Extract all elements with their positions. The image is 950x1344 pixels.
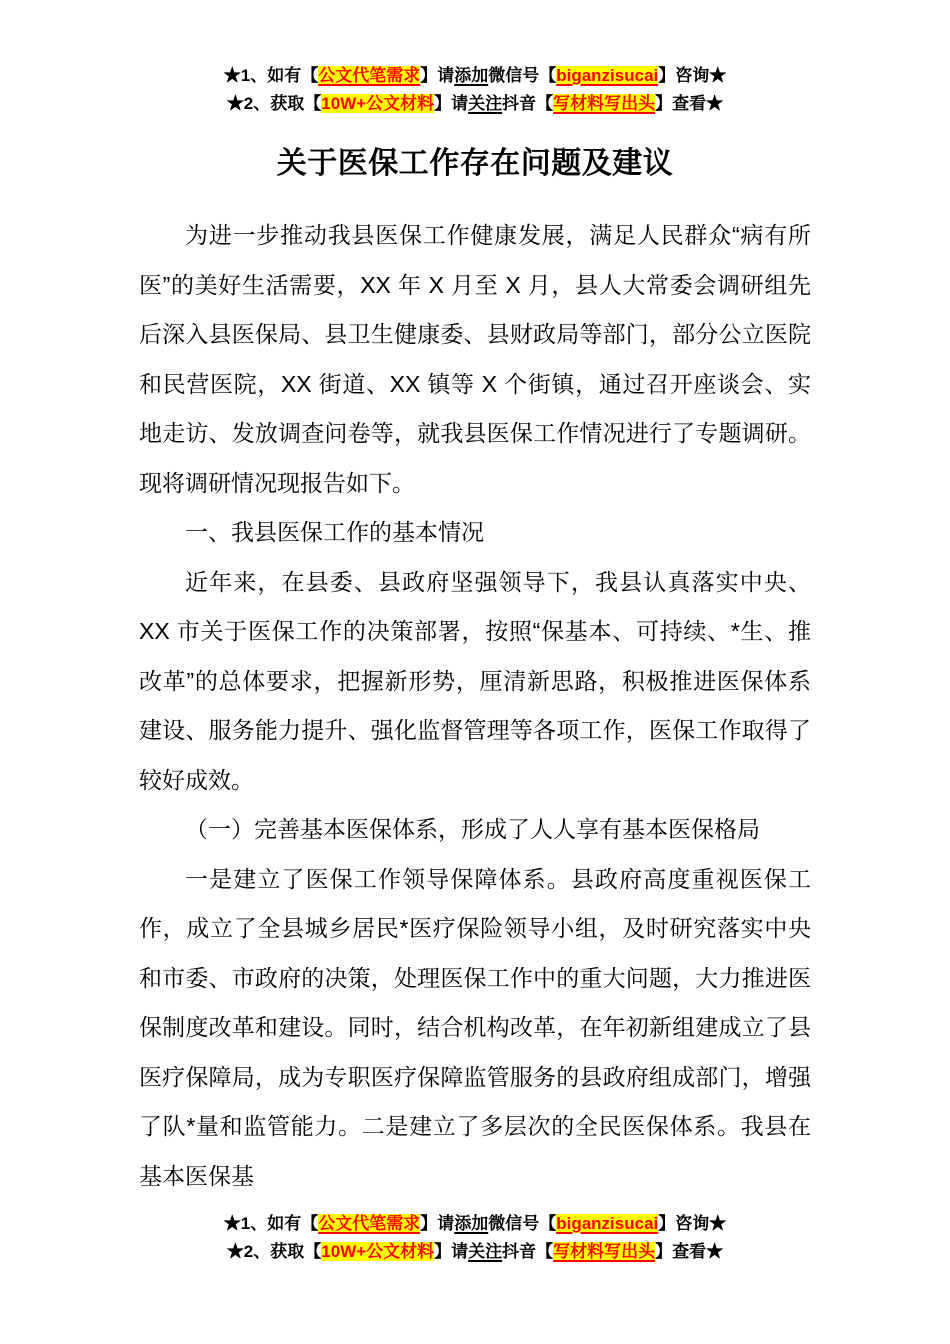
banner-highlight-wechat-id: biganzisucai bbox=[556, 1214, 659, 1233]
banner-text: 】咨询★ bbox=[658, 66, 727, 85]
body-paragraph-overview: 近年来，在县委、县政府坚强领导下，我县认真落实中央、XX 市关于医保工作的决策部署，按照“保基本、可持续、*生、推改革”的总体要求，把握新形势，厘清新思路，积极推进医保体系建设、服务能力提升、强化监督管理等各项工作，医保工作取得了较好成效。 bbox=[139, 568, 811, 793]
document-body bbox=[139, 211, 811, 1201]
banner-text: ★1、如有【 bbox=[223, 66, 319, 85]
banner-highlight-service: 公文代笔需求 bbox=[318, 66, 421, 85]
promo-banner-line-2 bbox=[0, 90, 950, 118]
promo-banner-line-1 bbox=[0, 1210, 950, 1238]
banner-text: 微信号【 bbox=[488, 1214, 557, 1233]
banner-text: ★2、获取【 bbox=[226, 94, 322, 113]
banner-text: ★1、如有【 bbox=[223, 1214, 319, 1233]
banner-highlight-materials: 10W+公文材料 bbox=[321, 1242, 435, 1261]
banner-underline-action: 添加 bbox=[454, 1214, 489, 1233]
body-paragraph-intro: 为进一步推动我县医保工作健康发展，满足人民群众“病有所医”的美好生活需要，XX 年 X 月至 X 月，县人大常委会调研组先后深入县医保局、县卫生健康委、县财政局等部门，部分公立医院和民营医院，XX 街道、XX 镇等 X 个街镇，通过召开座谈会、实地走访、发放调查问卷等，就我县医保工作情况进行了专题调研。现将调研情况现报告如下。 bbox=[139, 222, 811, 496]
banner-text: ★2、获取【 bbox=[226, 1242, 322, 1261]
banner-underline-action: 关注 bbox=[468, 94, 503, 113]
banner-text: 】咨询★ bbox=[658, 1214, 727, 1233]
banner-text: 抖音【 bbox=[502, 1242, 554, 1261]
banner-underline-action: 关注 bbox=[468, 1242, 503, 1261]
banner-text: 微信号【 bbox=[488, 66, 557, 85]
promo-banner-top bbox=[0, 62, 950, 118]
banner-text: 】请 bbox=[420, 66, 455, 85]
banner-underline-action: 添加 bbox=[454, 66, 489, 85]
promo-banner-line-1 bbox=[0, 62, 950, 90]
banner-highlight-wechat-id: biganzisucai bbox=[556, 66, 659, 85]
banner-text: 】查看★ bbox=[655, 1242, 724, 1261]
promo-banner-bottom bbox=[0, 1210, 950, 1266]
banner-highlight-douyin-id: 写材料写出头 bbox=[553, 1242, 656, 1261]
body-paragraph-detail: 一是建立了医保工作领导保障体系。县政府高度重视医保工作，成立了全县城乡居民*医疗保险领导小组，及时研究落实中央和市委、市政府的决策，处理医保工作中的重大问题，大力推进医保制度改革和建设。同时，结合机构改革，在年初新组建成立了县医疗保障局，成为专职医疗保障监管服务的县政府组成部门，增强了队*量和监管能力。二是建立了多层次的全民医保体系。我县在基本医保基 bbox=[139, 865, 811, 1189]
banner-text: 】请 bbox=[434, 94, 469, 113]
document-title: 关于医保工作存在问题及建议 bbox=[276, 147, 674, 180]
banner-highlight-materials: 10W+公文材料 bbox=[321, 94, 435, 113]
banner-text: 】请 bbox=[434, 1242, 469, 1261]
subsection-heading-1-1: （一）完善基本医保体系，形成了人人享有基本医保格局 bbox=[185, 816, 760, 842]
banner-text: 抖音【 bbox=[502, 94, 554, 113]
banner-text: 】查看★ bbox=[655, 94, 724, 113]
banner-highlight-service: 公文代笔需求 bbox=[318, 1214, 421, 1233]
banner-highlight-douyin-id: 写材料写出头 bbox=[553, 94, 656, 113]
promo-banner-line-2 bbox=[0, 1238, 950, 1266]
banner-text: 】请 bbox=[420, 1214, 455, 1233]
section-heading-1: 一、我县医保工作的基本情况 bbox=[185, 519, 484, 545]
